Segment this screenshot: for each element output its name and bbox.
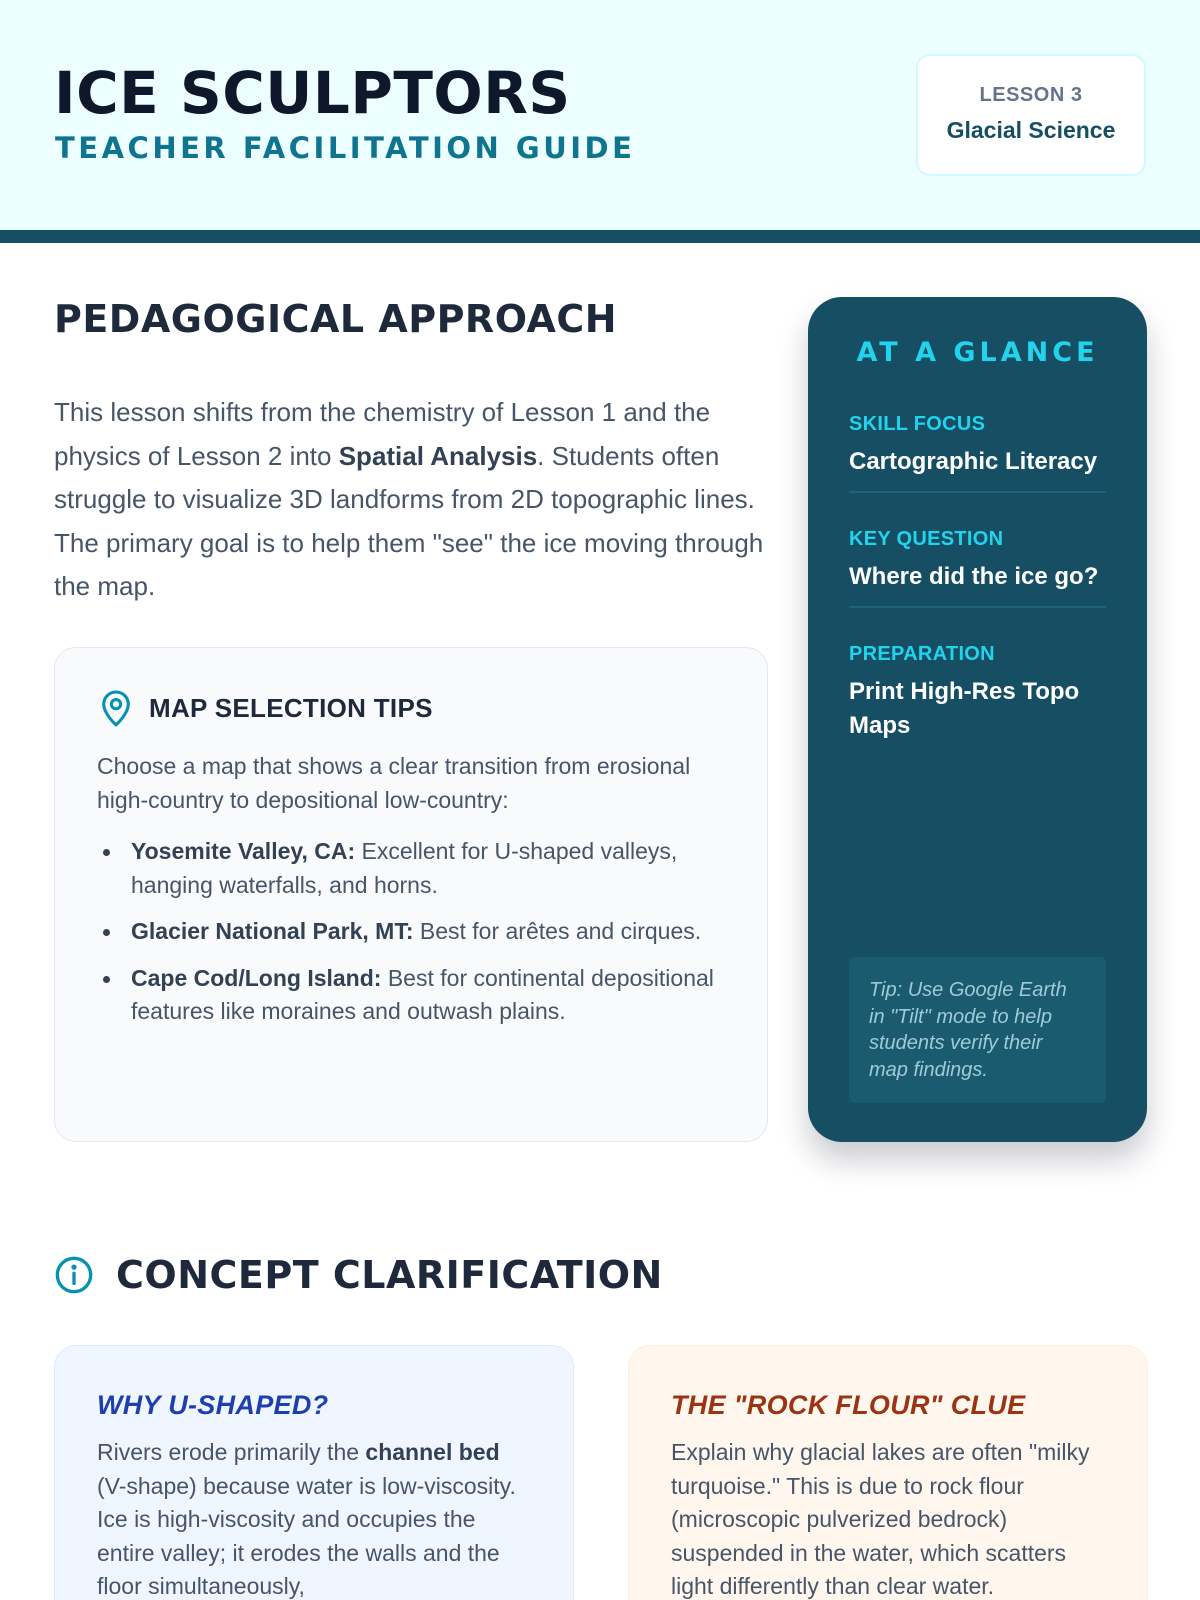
glance-item-label: SKILL FOCUS: [849, 413, 986, 435]
glance-item-label: KEY QUESTION: [849, 528, 1004, 550]
glance-item-preparation: [849, 643, 1106, 743]
map-tips-intro: Choose a map that shows a clear transition from erosional high-country to depositional low-country:: [97, 753, 691, 813]
list-item: [97, 835, 727, 902]
list-item: [97, 962, 727, 1029]
concept-text-end: (V-shape) because water is low-viscosity. Ice is high-viscosity and occupies the entire valley; it erodes the walls and the floor simultaneously,: [97, 1472, 516, 1599]
glance-item-value: Cartographic Literacy: [849, 448, 1098, 475]
intro-text-start: This lesson shifts from the chemistry of Lesson 1 and the physics of Lesson 2 into: [54, 397, 711, 471]
glance-item-key-question: [849, 528, 1106, 594]
list-item-text: Best for continental depositional features like moraines and outwash plains.: [131, 964, 714, 1024]
glance-divider: [849, 606, 1106, 608]
concept-emphasis: channel bed: [365, 1439, 500, 1465]
map-tips-list: [97, 835, 727, 1042]
header-divider-bar: [0, 230, 1200, 243]
concept-card-title: THE "ROCK FLOUR" CLUE: [671, 1390, 1026, 1420]
at-a-glance-panel: [808, 297, 1147, 1142]
map-tips-card: [54, 647, 768, 1142]
intro-emphasis: Spatial Analysis: [338, 440, 538, 471]
lesson-number: LESSON 3: [979, 84, 1083, 106]
concept-card-title: WHY U-SHAPED?: [97, 1390, 329, 1420]
concept-card-rock-flour: [628, 1345, 1148, 1600]
glance-heading: AT A GLANCE: [856, 337, 1099, 368]
lesson-badge: [916, 54, 1146, 176]
concept-heading: CONCEPT CLARIFICATION: [116, 1253, 663, 1297]
concept-header: [54, 1253, 663, 1297]
glance-item-skill-focus: [849, 413, 1106, 479]
page-header: [0, 0, 1200, 230]
list-item-text: Best for arêtes and cirques.: [413, 918, 702, 944]
list-item-place: Glacier National Park, MT:: [131, 918, 414, 944]
glance-tip: Tip: Use Google Earth in "Tilt" mode to help students verify their map findings.: [849, 957, 1106, 1103]
map-tips-header: [97, 688, 433, 728]
glance-item-value: Where did the ice go?: [849, 563, 1099, 590]
pedagogy-intro: [54, 391, 766, 609]
lesson-topic: Glacial Science: [946, 117, 1116, 143]
list-item-place: Yosemite Valley, CA:: [131, 838, 356, 864]
glance-item-label: PREPARATION: [849, 643, 995, 665]
list-item-text: Excellent for U-shaped valleys, hanging waterfalls, and horns.: [131, 838, 678, 898]
pedagogy-heading: PEDAGOGICAL APPROACH: [54, 297, 618, 341]
list-item-place: Cape Cod/Long Island:: [131, 964, 382, 991]
intro-text-end: . Students often struggle to visualize 3D landforms from 2D topographic lines. The primary goal is to help them "see" the ice moving through the map.: [54, 440, 764, 601]
concept-card-text: Explain why glacial lakes are often "milky turquoise." This is due to rock flour (microscopic pulverized bedrock) suspended in the water, which scatters light differently than clear water.: [671, 1439, 1090, 1599]
concept-card-u-shaped: [54, 1345, 574, 1600]
glance-item-value: Print High-Res Topo Maps: [849, 678, 1080, 739]
page-title: ICE SCULPTORS: [54, 59, 571, 127]
info-icon: [54, 1255, 94, 1295]
concept-text-start: Rivers erode primarily the: [97, 1439, 366, 1465]
map-tips-title: MAP SELECTION TIPS: [149, 692, 433, 723]
glance-divider: [849, 491, 1106, 493]
map-pin-icon: [97, 688, 135, 728]
page-subtitle: TEACHER FACILITATION GUIDE: [55, 131, 636, 165]
list-item: [97, 915, 727, 949]
concept-card-text: [97, 1436, 531, 1600]
